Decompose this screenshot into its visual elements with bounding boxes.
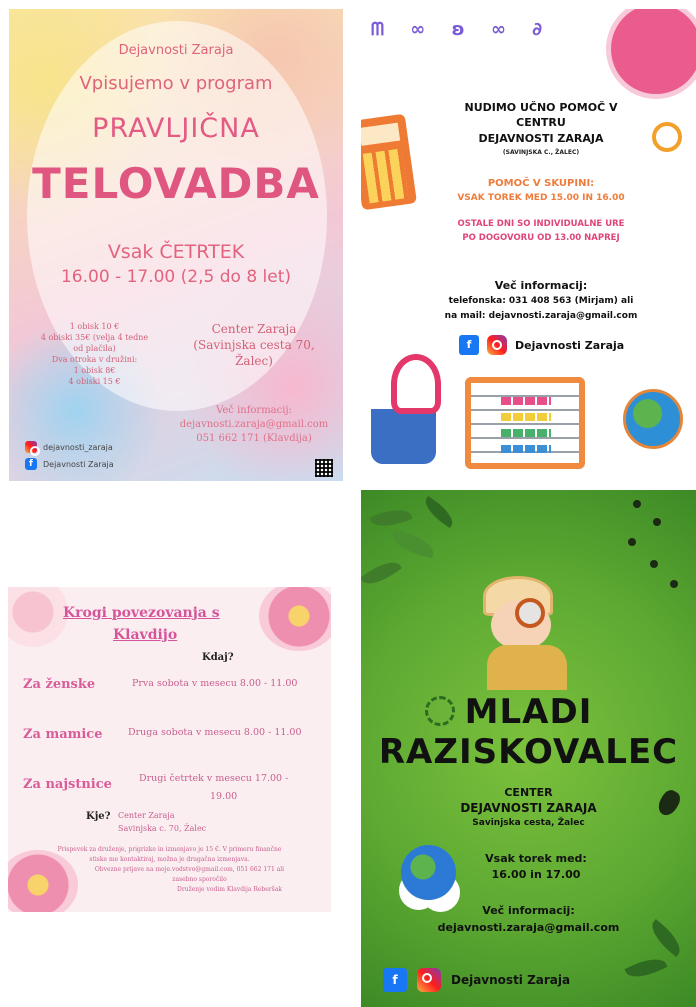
leaf-decoration xyxy=(361,555,402,591)
instagram-icon xyxy=(487,335,507,355)
heading-line-3: DEJAVNOSTI ZARAJA xyxy=(478,132,604,145)
where-line-1: Center Zaraja xyxy=(118,811,175,820)
social-name: Dejavnosti Zaraja xyxy=(451,973,571,987)
letters-decoration: ᗰ ∞ ʚ ∞ ∂ xyxy=(371,19,553,40)
email-link[interactable]: dejavnosti.zaraja@gmail.com xyxy=(437,921,620,934)
when-line-2: 16.00 in 17.00 xyxy=(491,868,581,881)
info-label: Več informacij: xyxy=(494,279,588,292)
qr-code-icon[interactable] xyxy=(315,459,333,477)
location-line: Žalec) xyxy=(235,354,273,368)
instagram-icon xyxy=(25,441,37,453)
address-text: Savinjska cesta, Žalec xyxy=(472,818,585,828)
title-line-1: PRAVLJIČNA xyxy=(92,113,260,144)
note-line: Obvezne prijave na moje.vodstvo@gmail.com, 051 662 171 ali xyxy=(94,866,285,873)
scissors-icon xyxy=(391,354,441,414)
social-name: Dejavnosti Zaraja xyxy=(515,338,625,352)
paw-icon xyxy=(628,538,636,546)
where-line-2: Savinjska c. 70, Žalec xyxy=(118,824,207,833)
abacus-icon xyxy=(465,377,585,469)
facebook-row[interactable] xyxy=(25,458,114,470)
pink-circle-decoration xyxy=(606,9,696,99)
row-label: Za mamice xyxy=(23,727,103,742)
title-line-1: Krogi povezovanja s xyxy=(63,605,220,621)
email-link[interactable]: dejavnosti.zaraja@gmail.com xyxy=(179,419,329,430)
leaf-decoration xyxy=(420,496,458,528)
leaf-decoration xyxy=(389,530,436,559)
social-row[interactable] xyxy=(459,335,624,355)
instagram-row[interactable] xyxy=(25,441,113,453)
facebook-handle: Dejavnosti Zaraja xyxy=(43,459,114,469)
explorer-body xyxy=(487,645,567,690)
instagram-icon xyxy=(417,968,441,992)
leaf-decoration xyxy=(369,504,412,533)
enroll-text: Vpisujemo v program xyxy=(79,73,273,94)
magnifier-icon xyxy=(515,598,545,628)
krogi-poster xyxy=(8,587,331,912)
where-label: Kje? xyxy=(86,811,111,822)
group-label: POMOČ V SKUPINI: xyxy=(487,178,595,189)
price-line: 4 obiski 15 € xyxy=(68,377,121,386)
price-line: 1 obisk 8€ xyxy=(73,366,116,375)
org-name: Dejavnosti Zaraja xyxy=(118,43,234,58)
row-time: Prva sobota v mesecu 8.00 - 11.00 xyxy=(132,678,298,689)
flower-decoration xyxy=(8,587,68,647)
note-block xyxy=(8,845,331,895)
flower-decoration xyxy=(259,587,331,651)
raziskovalec-poster xyxy=(361,490,696,1007)
info-label: Več informacij: xyxy=(216,405,292,416)
title-line-1: MLADI xyxy=(464,692,593,732)
center-label: CENTER xyxy=(504,786,553,799)
note-line: stiske me kontaktiraj, možna je drugačna izmenjava. xyxy=(89,856,250,863)
instagram-handle: dejavnosti_zaraja xyxy=(43,442,113,452)
location-line: Center Zaraja xyxy=(211,322,297,336)
price-line: Dva otroka v družini: xyxy=(51,355,138,364)
globe-icon xyxy=(623,389,683,449)
paw-icon xyxy=(653,518,661,526)
time-text: 16.00 - 17.00 (2,5 do 8 let) xyxy=(60,267,292,287)
heading-line-1: NUDIMO UČNO POMOČ V xyxy=(464,101,618,114)
paw-icon xyxy=(670,580,678,588)
paw-icon xyxy=(650,560,658,568)
price-list xyxy=(27,321,162,387)
info-label: Več informacij: xyxy=(482,904,575,917)
note-line: Prispevek za druženje, prigrizke in izmenjavo je 15 €. V primeru finančne xyxy=(57,846,282,853)
group-time: VSAK TOREK MED 15.00 IN 16.00 xyxy=(457,193,625,203)
social-row[interactable] xyxy=(383,968,570,992)
row-label: Za najstnice xyxy=(23,777,112,792)
location-line: (Savinjska cesta 70, xyxy=(193,338,315,352)
title-line-2: TELOVADBA xyxy=(32,159,320,208)
price-line: 4 obiski 35€ (velja 4 tedne xyxy=(40,333,149,342)
row-time: Drugi četrtek v mesecu 17.00 - xyxy=(139,773,289,784)
location-block xyxy=(174,321,334,369)
leaf-decoration xyxy=(624,952,667,983)
heading-line-2: CENTRU xyxy=(516,116,566,129)
when-label: Kdaj? xyxy=(202,652,234,663)
day-text: Vsak ČETRTEK xyxy=(107,241,245,263)
row-time: Druga sobota v mesecu 8.00 - 11.00 xyxy=(128,727,302,738)
facebook-icon: f xyxy=(383,968,407,992)
paw-icon xyxy=(633,500,641,508)
phone-text: 051 662 171 (Klavdija) xyxy=(196,433,312,444)
telovadba-poster xyxy=(9,9,343,481)
phone-line: telefonska: 031 408 563 (Mirjam) ali xyxy=(448,296,634,306)
individual-line-2: PO DOGOVORU OD 13.00 NAPREJ xyxy=(462,233,620,243)
when-line-1: Vsak torek med: xyxy=(485,852,587,865)
title-line-2: Klavdijo xyxy=(113,627,178,643)
facebook-icon: f xyxy=(25,458,37,470)
mail-line[interactable]: na mail: dejavnosti.zaraja@gmail.com xyxy=(444,311,638,321)
price-line: od plačila) xyxy=(73,344,116,353)
individual-line-1: OSTALE DNI SO INDIVIDUALNE URE xyxy=(457,219,625,229)
note-line: Druženje vodim Klavdija Reberšak xyxy=(177,886,282,893)
ucna-pomoc-poster xyxy=(361,9,696,474)
note-line: zasebno sporočilo xyxy=(172,876,227,883)
pencil-cup-icon xyxy=(371,409,436,464)
price-line: 1 obisk 10 € xyxy=(69,322,120,331)
address-text: (SAVINJSKA C., ŽALEC) xyxy=(502,149,580,156)
facebook-icon: f xyxy=(459,335,479,355)
contact-block xyxy=(169,404,339,446)
row-time-end: 19.00 xyxy=(210,791,238,802)
org-name: DEJAVNOSTI ZARAJA xyxy=(460,801,597,815)
row-label: Za ženske xyxy=(23,677,96,692)
title-line-2: RAZISKOVALEC xyxy=(378,732,679,772)
